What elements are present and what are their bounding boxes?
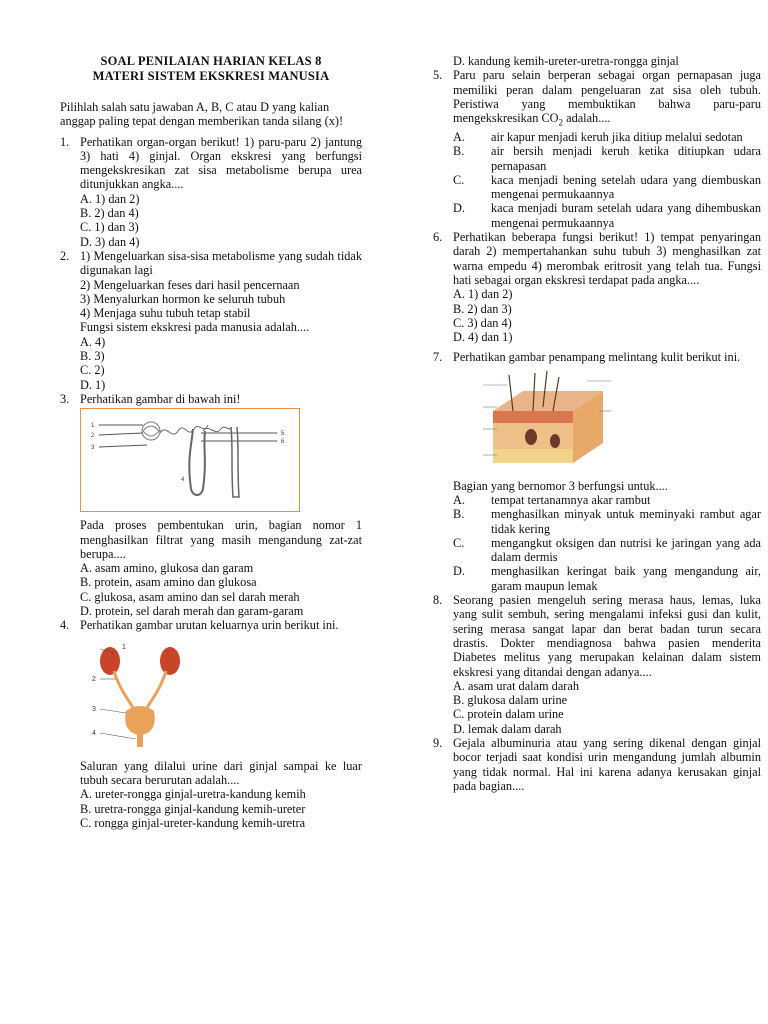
- label-1: 1: [91, 423, 95, 430]
- option-letter: B.: [453, 507, 465, 522]
- option-text: kaca menjadi buram setelah udara yang dihembuskan mengenai permukaannya: [491, 201, 761, 230]
- skin-figure: [483, 371, 613, 473]
- question-text: Perhatikan beberapa fungsi berikut! 1) tempat penyaringan darah 2) mempertahankan suhu tubuh 3) menghasilkan zat warna empedu 4) merombak eritrosit yang telah tua. Fungsi hati sebagai organ ekskresi terdapat pada angka....: [453, 230, 761, 287]
- option-c[interactable]: C. 3) dan 4): [453, 315, 512, 330]
- question-8: [433, 593, 761, 736]
- option-b[interactable]: B. protein, asam amino dan glukosa: [80, 575, 257, 590]
- option-d[interactable]: D. 1): [80, 377, 106, 392]
- question-number: 2.: [60, 248, 70, 263]
- question-3: [60, 392, 362, 618]
- label-2: 2: [91, 433, 95, 440]
- question-number: 1.: [60, 134, 70, 149]
- option-letter: B.: [453, 144, 465, 159]
- statement-3: 3) Menyalurkan hormon ke seluruh tubuh: [80, 291, 286, 306]
- statement-2: 2) Mengeluarkan feses dari hasil pencernaan: [80, 277, 300, 292]
- option-text: tempat tertanamnya akar rambut: [491, 492, 651, 507]
- option-d[interactable]: D. lemak dalam darah: [453, 721, 562, 736]
- option-a[interactable]: A. ureter-rongga ginjal-uretra-kandung kemih: [80, 787, 306, 802]
- option-letter: D.: [453, 564, 465, 579]
- question-number: 9.: [433, 736, 443, 751]
- option-c[interactable]: C. protein dalam urine: [453, 707, 564, 722]
- question-text-main: Paru paru selain berperan sebagai organ pernapasan juga memiliki peran dalam pengeluaran zat sisa oleh tubuh. Peristiwa yang membuktikan bahwa paru-paru mengekskresikan CO: [453, 68, 761, 126]
- statement-4: 4) Menjaga suhu tubuh tetap stabil: [80, 306, 251, 321]
- option-letter: A.: [453, 492, 465, 507]
- option-c[interactable]: C. glukosa, asam amino dan sel darah merah: [80, 589, 300, 604]
- label-2: 2: [92, 675, 96, 683]
- label-5: 5: [281, 431, 285, 438]
- option-d[interactable]: [453, 201, 761, 230]
- question-intro: Perhatikan gambar di bawah ini!: [80, 391, 241, 406]
- title-line-2: MATERI SISTEM EKSKRESI MANUSIA: [92, 69, 330, 83]
- option-c[interactable]: [453, 173, 761, 202]
- left-column: [60, 54, 362, 830]
- option-d[interactable]: D. protein, sel darah merah dan garam-garam: [80, 604, 304, 619]
- option-c[interactable]: [453, 536, 761, 565]
- option-d[interactable]: D. kandung kemih-ureter-uretra-rongga ginjal: [453, 54, 679, 68]
- question-number: 8.: [433, 593, 443, 608]
- worksheet-title: [60, 54, 362, 84]
- nephron-diagram: [81, 409, 299, 511]
- question-text: [453, 68, 761, 130]
- option-a[interactable]: A. 1) dan 2): [80, 191, 140, 206]
- subscript: 2: [558, 117, 564, 128]
- option-b[interactable]: B. 2) dan 3): [453, 301, 512, 316]
- option-d[interactable]: D. 4) dan 1): [453, 330, 513, 345]
- left-kidney-shape: [100, 647, 120, 675]
- option-b[interactable]: [453, 507, 761, 536]
- question-6: [433, 230, 761, 344]
- option-c[interactable]: C. 1) dan 3): [80, 220, 139, 235]
- question-9: [433, 736, 761, 793]
- question-text: Pada proses pembentukan urin, bagian nomor 1 menghasilkan filtrat yang masih mengandung zat-zat berupa....: [80, 518, 362, 561]
- option-b[interactable]: B. 3): [80, 349, 105, 364]
- question-intro: Perhatikan gambar urutan keluarnya urin berikut ini.: [80, 618, 339, 633]
- option-text: air kapur menjadi keruh jika ditiup melalui sedotan: [491, 129, 743, 144]
- option-letter: A.: [453, 129, 465, 144]
- label-4: 4: [181, 477, 185, 484]
- skin-cross-section: [483, 371, 613, 473]
- question-text: Perhatikan organ-organ berikut! 1) paru-paru 2) jantung 3) hati 4) ginjal. Organ ekskresi yang berfungsi mengekskresikan zat sisa metabolisme berupa urea ditunjukkan angka....: [80, 134, 362, 192]
- right-column: [433, 54, 761, 793]
- statement-1: 1) Mengeluarkan sisa-sisa metabolisme yang sudah tidak digunakan lagi: [80, 248, 362, 278]
- option-d[interactable]: [453, 564, 761, 593]
- option-d[interactable]: D. 3) dan 4): [80, 234, 140, 249]
- question-2: [60, 249, 362, 392]
- question-number: 7.: [433, 350, 443, 365]
- question-number: 3.: [60, 391, 70, 406]
- option-a[interactable]: A. 4): [80, 334, 106, 349]
- question-number: 5.: [433, 68, 443, 83]
- option-text: kaca menjadi bening setelah udara yang diembuskan mengenai permukaannya: [491, 172, 761, 202]
- question-text: Gejala albuminuria atau yang sering dikenal dengan ginjal bocor terjadi saat kondisi urin mengandung jumlah albumin yang tidak normal. Hal ini karena adanya kerusakan ginjal pada bagian....: [453, 736, 761, 793]
- option-a[interactable]: A. 1) dan 2): [453, 287, 513, 302]
- option-text: menghasilkan keringat baik yang mengandung air, garam maupun lemak: [491, 564, 761, 593]
- urinary-diagram: [80, 641, 196, 749]
- option-c[interactable]: C. 2): [80, 363, 105, 378]
- question-5: [433, 68, 761, 230]
- title-line-1: SOAL PENILAIAN HARIAN KELAS 8: [100, 54, 322, 68]
- question-4: [60, 618, 362, 830]
- option-text: air bersih menjadi keruh ketika ditiupkan udara pernapasan: [491, 144, 761, 173]
- option-letter: C.: [453, 172, 465, 187]
- label-4: 4: [92, 729, 96, 737]
- question-text: Seorang pasien mengeluh sering merasa haus, lemas, luka yang sulit sembuh, sering mengalami infeksi gusi dan kulit, sering merasa sangat lapar dan berat badan turun secara drastis. Dokter mendiagnosa bahwa pasien menderita Diabetes melitus yang merupakan kelainan dalam sistem ekskresi yang ditandai dengan adanya....: [453, 593, 761, 679]
- label-6: 6: [281, 439, 285, 446]
- option-a[interactable]: [453, 130, 761, 144]
- question-1: [60, 135, 362, 249]
- question-text: Fungsi sistem ekskresi pada manusia adalah....: [80, 320, 310, 335]
- option-c[interactable]: C. rongga ginjal-ureter-kandung kemih-uretra: [80, 815, 306, 830]
- question-7: [433, 350, 761, 593]
- question-4-continued: [433, 54, 761, 68]
- option-a[interactable]: A. asam urat dalam darah: [453, 678, 579, 693]
- question-text: Saluran yang dilalui urine dari ginjal sampai ke luar tubuh secara berurutan adalah....: [80, 758, 362, 787]
- option-a[interactable]: [453, 493, 761, 507]
- option-letter: C.: [453, 535, 465, 550]
- label-3: 3: [92, 705, 96, 713]
- option-text: mengangkut oksigen dan nutrisi ke jaringan yang ada dalam dermis: [491, 535, 761, 565]
- question-number: 4.: [60, 618, 70, 633]
- right-kidney-shape: [160, 647, 180, 675]
- question-number: 6.: [433, 230, 443, 245]
- label-3: 3: [91, 445, 95, 452]
- option-a[interactable]: A. asam amino, glukosa dan garam: [80, 561, 254, 576]
- question-text: Bagian yang bernomor 3 berfungsi untuk....: [453, 478, 668, 493]
- nephron-figure: [80, 408, 300, 512]
- question-intro: Perhatikan gambar penampang melintang kulit berikut ini.: [453, 350, 741, 365]
- question-text-end: adalah....: [563, 111, 611, 126]
- instructions: Pilihlah salah satu jawaban A, B, C atau D yang kalian anggap paling tepat dengan memberikan tanda silang (x)!: [60, 100, 344, 129]
- option-b[interactable]: [453, 144, 761, 173]
- option-b[interactable]: B. glukosa dalam urine: [453, 693, 568, 708]
- option-letter: D.: [453, 201, 465, 216]
- label-1: 1: [122, 643, 126, 651]
- urinary-figure: [80, 641, 196, 749]
- option-text: menghasilkan minyak untuk meminyaki rambut agar tidak kering: [491, 507, 761, 536]
- option-b[interactable]: B. 2) dan 4): [80, 206, 139, 221]
- option-b[interactable]: B. uretra-rongga ginjal-kandung kemih-ureter: [80, 801, 306, 816]
